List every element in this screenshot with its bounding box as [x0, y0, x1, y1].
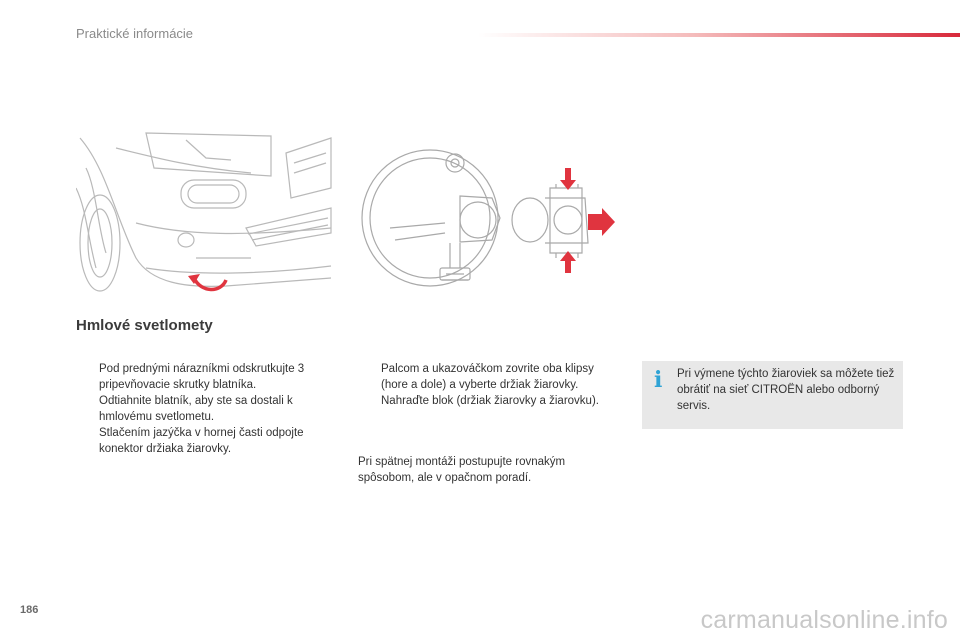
list-item	[76, 425, 321, 457]
page-number: 186	[20, 604, 39, 616]
step-text: Odtiahnite blatník, aby ste sa dostali k hmlovému svetlometu.	[99, 395, 293, 423]
step-text: Pod prednými nárazníkmi odskrutkujte 3 pripevňovacie skrutky blatníka.	[99, 363, 305, 391]
list-item	[358, 361, 620, 393]
list-item	[76, 393, 321, 425]
step-text: Palcom a ukazováčkom zovrite oba klipsy (hore a dole) a vyberte držiak žiarovky.	[381, 363, 594, 391]
info-note-box	[642, 361, 903, 429]
steps-left-list	[76, 361, 321, 457]
step-text: Nahraďte blok (držiak žiarovky a žiarovku).	[381, 395, 599, 407]
watermark: carmanualsonline.info	[700, 606, 948, 634]
list-item	[358, 393, 620, 409]
bumper-illustration	[76, 128, 336, 298]
fog-lamp-illustration	[360, 128, 620, 303]
section-title: Hmlové svetlomety	[76, 317, 213, 334]
info-note-text: Pri výmene týchto žiaroviek sa môžete tiež obrátiť na sieť CITROËN alebo odborný servis.	[677, 368, 895, 412]
list-item	[76, 361, 321, 393]
steps-right-list	[358, 361, 620, 409]
header-accent-bar	[478, 33, 960, 37]
info-icon: i	[654, 367, 663, 393]
step-text: Stlačením jazýčka v hornej časti odpojte konektor držiaka žiarovky.	[99, 427, 304, 455]
reassembly-text: Pri spätnej montáži postupujte rovnakým spôsobom, ale v opačnom poradí.	[358, 456, 566, 484]
header-title: Praktické informácie	[76, 26, 194, 41]
